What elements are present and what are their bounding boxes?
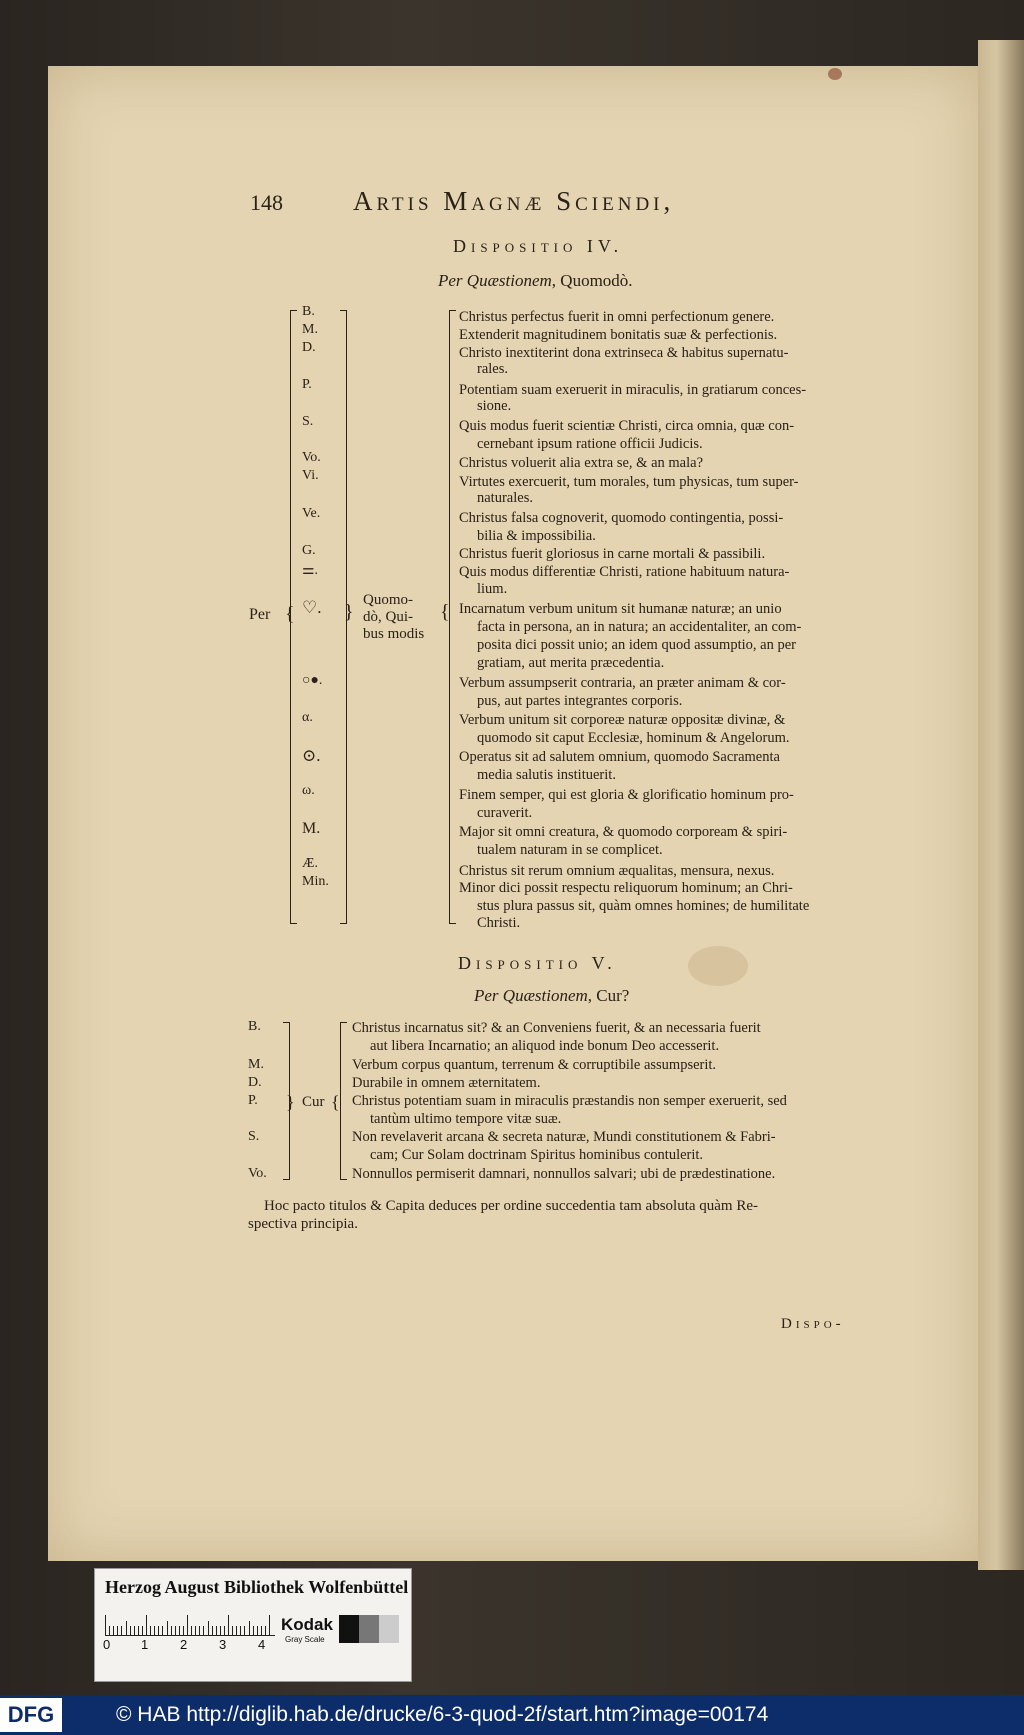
disp4-line: Potentiam suam exeruerit in miraculis, in gratiarum conces- — [459, 382, 807, 398]
letters-bracket-left — [290, 310, 297, 924]
disp5-line: Christus potentiam suam in miraculis præstandis non semper exeruerit, sed — [352, 1093, 787, 1109]
d5-letter-p: P. — [248, 1093, 258, 1108]
disp4-line: Virtutes exercuerit, tum morales, tum physicas, tum super- — [459, 474, 799, 490]
ruler-tick — [203, 1626, 204, 1635]
disp4-line: curaverit. — [477, 805, 533, 821]
ruler-tick — [175, 1626, 176, 1635]
disp4-line: Incarnatum verbum unitum sit humanæ naturæ; an unio — [459, 601, 782, 617]
ruler-tick — [232, 1626, 233, 1635]
cur-label: Cur — [302, 1094, 325, 1110]
d5-brace-left: } — [286, 1092, 295, 1112]
disp5-line: Non revelaverit arcana & secreta naturæ, Mundi constitutionem & Fabri- — [352, 1129, 776, 1145]
letter-p: P. — [302, 377, 312, 392]
disp4-line: Quis modus fuerit scientiæ Christi, circa omnia, quæ con- — [459, 418, 795, 434]
ruler-tick — [183, 1626, 184, 1635]
disp4-line: Christus voluerit alia extra se, & an mala? — [459, 455, 704, 471]
letter-min: Min. — [302, 874, 329, 889]
ruler-tick — [162, 1626, 163, 1635]
letter-m: M. — [302, 322, 318, 337]
quomodo-line-1: Quomo- — [363, 592, 413, 608]
quomodo-line-3: bus modis — [363, 626, 425, 642]
next-page-edge — [978, 40, 1024, 1570]
disp4-subheading — [438, 271, 633, 291]
ruler-tick — [265, 1626, 266, 1635]
kodak-logo: Kodak — [281, 1615, 333, 1634]
d5-letter-b: B. — [248, 1019, 261, 1034]
running-title: Artis Magnæ Sciendi, — [353, 186, 675, 216]
ruler-tick — [253, 1626, 254, 1635]
ruler-tick — [142, 1626, 143, 1635]
disp5-subheading-italic: Per Quæstionem — [474, 986, 588, 1005]
ruler-tick — [113, 1626, 114, 1635]
ruler-tick — [187, 1615, 188, 1635]
ruler-tick — [208, 1621, 209, 1635]
kodak-subtitle: Gray Scale — [285, 1635, 325, 1644]
disp4-line: media salutis instituerit. — [477, 767, 616, 783]
ruler-tick — [244, 1626, 245, 1635]
disp5-line: Christus incarnatus sit? & an Conveniens fuerit, & an necessaria fuerit — [352, 1020, 761, 1036]
text-bracket — [449, 310, 456, 924]
ruler-tick — [154, 1626, 155, 1635]
left-brace: { — [285, 603, 295, 625]
disp4-line: Minor dici possit respectu reliquorum hominum; an Chri- — [459, 880, 793, 896]
disp4-line: Verbum assumpserit contraria, an præter animam & cor- — [459, 675, 786, 691]
ruler-tick — [179, 1626, 180, 1635]
letter-g: G. — [302, 543, 316, 558]
disp5-line: tantùm ultimo tempore vitæ suæ. — [370, 1111, 562, 1127]
ruler-number-2: 2 — [180, 1637, 188, 1652]
library-name: Herzog August Bibliothek Wolfenbüttel — [105, 1577, 409, 1597]
ruler-tick — [216, 1626, 217, 1635]
symbol-sun: ⊙. — [302, 746, 321, 765]
disp5-line: cam; Cur Solam doctrinam Spiritus hominibus contulerit. — [370, 1147, 704, 1163]
letter-s: S. — [302, 414, 314, 429]
symbol-circles: ○●. — [302, 673, 323, 688]
d5-text-bracket — [340, 1022, 347, 1180]
ruler-tick — [146, 1615, 147, 1635]
ruler-tick — [158, 1626, 159, 1635]
middle-brace: } — [344, 601, 354, 623]
ruler-tick — [236, 1626, 237, 1635]
disp4-line: bilia & impossibilia. — [477, 528, 596, 544]
ruler-tick — [224, 1626, 225, 1635]
right-brace: { — [440, 601, 450, 623]
ruler-tick — [191, 1626, 192, 1635]
disp4-line: sione. — [477, 398, 512, 414]
quomodo-label — [363, 592, 424, 643]
disp5-line: aut libera Incarnatio; an aliquod inde bonum Deo accesserit. — [370, 1038, 720, 1054]
letter-major: M. — [302, 820, 321, 837]
closing-line-2: spectiva principia. — [248, 1216, 358, 1232]
ruler-tick — [109, 1626, 110, 1635]
disp4-subheading-italic: Per Quæstionem — [438, 271, 552, 290]
per-label: Per — [249, 606, 271, 623]
symbol-heart: ♡. — [302, 598, 322, 617]
ruler-tick — [228, 1615, 229, 1635]
d5-letter-vo: Vo. — [248, 1166, 267, 1181]
gray-patch-black — [339, 1615, 359, 1643]
ruler-number-4: 4 — [258, 1637, 266, 1652]
ruler-tick — [195, 1626, 196, 1635]
ruler-tick — [121, 1626, 122, 1635]
ruler-tick — [126, 1621, 127, 1635]
disp5-line: Durabile in omnem æternitatem. — [352, 1075, 541, 1091]
gray-patch-light — [379, 1615, 399, 1643]
disp4-line: facta in persona, an in natura; an accidentaliter, an com- — [477, 619, 802, 635]
symbol-lines: ⚌. — [302, 563, 319, 578]
ruler-tick — [150, 1626, 151, 1635]
disp4-line: stus plura passus sit, quàm omnes homines; de humilitate — [477, 898, 810, 914]
disp5-line: Nonnullos permiserit damnari, nonnullos salvari; ubi de prædestinatione. — [352, 1166, 776, 1182]
ruler — [105, 1613, 275, 1636]
disp4-line: Christus perfectus fuerit in omni perfectionum genere. — [459, 309, 775, 325]
disp5-subheading-rest: , Cur? — [587, 986, 630, 1005]
disp5-heading: Dispositio V. — [458, 953, 617, 973]
disp4-subheading-rest: , Quomodò. — [551, 271, 633, 290]
library-color-card — [94, 1568, 412, 1682]
letter-ae: Æ. — [302, 856, 318, 871]
ruler-tick — [269, 1615, 270, 1635]
ruler-tick — [171, 1626, 172, 1635]
symbol-alpha: α. — [302, 710, 313, 725]
dfg-logo: DFG — [0, 1698, 62, 1732]
symbol-omega: ω. — [302, 783, 315, 798]
ruler-tick — [261, 1626, 262, 1635]
disp4-heading: Dispositio IV. — [453, 236, 624, 256]
disp4-line: tualem naturam in se complicet. — [477, 842, 663, 858]
disp4-line: Christus fuerit gloriosus in carne mortali & passibili. — [459, 546, 766, 562]
ruler-tick — [257, 1626, 258, 1635]
ink-spot — [828, 68, 842, 80]
disp4-line: lium. — [477, 581, 508, 597]
ruler-tick — [199, 1626, 200, 1635]
disp4-line: Finem semper, qui est gloria & glorificatio hominum pro- — [459, 787, 794, 803]
disp5-subheading — [474, 986, 629, 1006]
ruler-number-3: 3 — [219, 1637, 227, 1652]
disp4-line: Christus sit rerum omnium æqualitas, mensura, nexus. — [459, 863, 775, 879]
disp4-line: gratiam, aut merita præcedentia. — [477, 655, 665, 671]
paper-stain — [688, 946, 748, 986]
disp4-line: pus, aut partes integrantes corporis. — [477, 693, 683, 709]
disp4-line: Christus falsa cognoverit, quomodo contingentia, possi- — [459, 510, 784, 526]
ruler-tick — [220, 1626, 221, 1635]
quomodo-line-2: dò, Qui- — [363, 609, 413, 625]
letter-ve: Ve. — [302, 506, 321, 521]
gray-patch-mid — [359, 1615, 379, 1643]
disp4-line: Major sit omni creatura, & quomodo corpoream & spiri- — [459, 824, 788, 840]
disp4-line: Extenderit magnitudinem bonitatis suæ & perfectionis. — [459, 327, 778, 343]
disp4-line: Christo inextiterint dona extrinseca & habitus supernatu- — [459, 345, 789, 361]
ruler-tick — [167, 1621, 168, 1635]
disp4-line: Christi. — [477, 915, 521, 931]
d5-letter-d: D. — [248, 1075, 262, 1090]
disp4-line: naturales. — [477, 490, 533, 506]
ruler-tick — [138, 1626, 139, 1635]
disp4-line: cernebant ipsum ratione officii Judicis. — [477, 436, 703, 452]
d5-letter-m: M. — [248, 1057, 264, 1072]
letter-b: B. — [302, 304, 315, 319]
ruler-tick — [212, 1626, 213, 1635]
disp4-line: quomodo sit caput Ecclesiæ, hominum & Angelorum. — [477, 730, 790, 746]
closing-line-1: Hoc pacto titulos & Capita deduces per ordine succedentia tam absoluta quàm Re- — [264, 1198, 759, 1214]
disp4-line: Operatus sit ad salutem omnium, quomodo Sacramenta — [459, 749, 780, 765]
letter-vo: Vo. — [302, 450, 321, 465]
letter-vi: Vi. — [302, 468, 319, 483]
ruler-tick — [249, 1621, 250, 1635]
ruler-number-1: 1 — [141, 1637, 149, 1652]
disp4-line: rales. — [477, 361, 508, 377]
ruler-tick — [105, 1615, 106, 1635]
catchword: Dispo- — [781, 1316, 845, 1332]
disp4-line: Quis modus differentiæ Christi, ratione habituum natura- — [459, 564, 790, 580]
letter-d: D. — [302, 340, 316, 355]
d5-letter-s: S. — [248, 1129, 260, 1144]
ruler-tick — [134, 1626, 135, 1635]
disp4-line: posita dici possit unio; an idem quod assumptio, an per — [477, 637, 796, 653]
ruler-tick — [117, 1626, 118, 1635]
ruler-number-0: 0 — [103, 1637, 111, 1652]
ruler-tick — [130, 1626, 131, 1635]
footer-copyright-link[interactable]: © HAB http://diglib.hab.de/drucke/6-3-quod-2f/start.htm?image=00174 — [116, 1703, 769, 1726]
ruler-tick — [240, 1626, 241, 1635]
disp5-line: Verbum corpus quantum, terrenum & corruptibile assumpserit. — [352, 1057, 717, 1073]
disp4-line: Verbum unitum sit corporeæ naturæ oppositæ divinæ, & — [459, 712, 786, 728]
page-number: 148 — [250, 190, 283, 215]
d5-brace-right: { — [331, 1092, 340, 1112]
